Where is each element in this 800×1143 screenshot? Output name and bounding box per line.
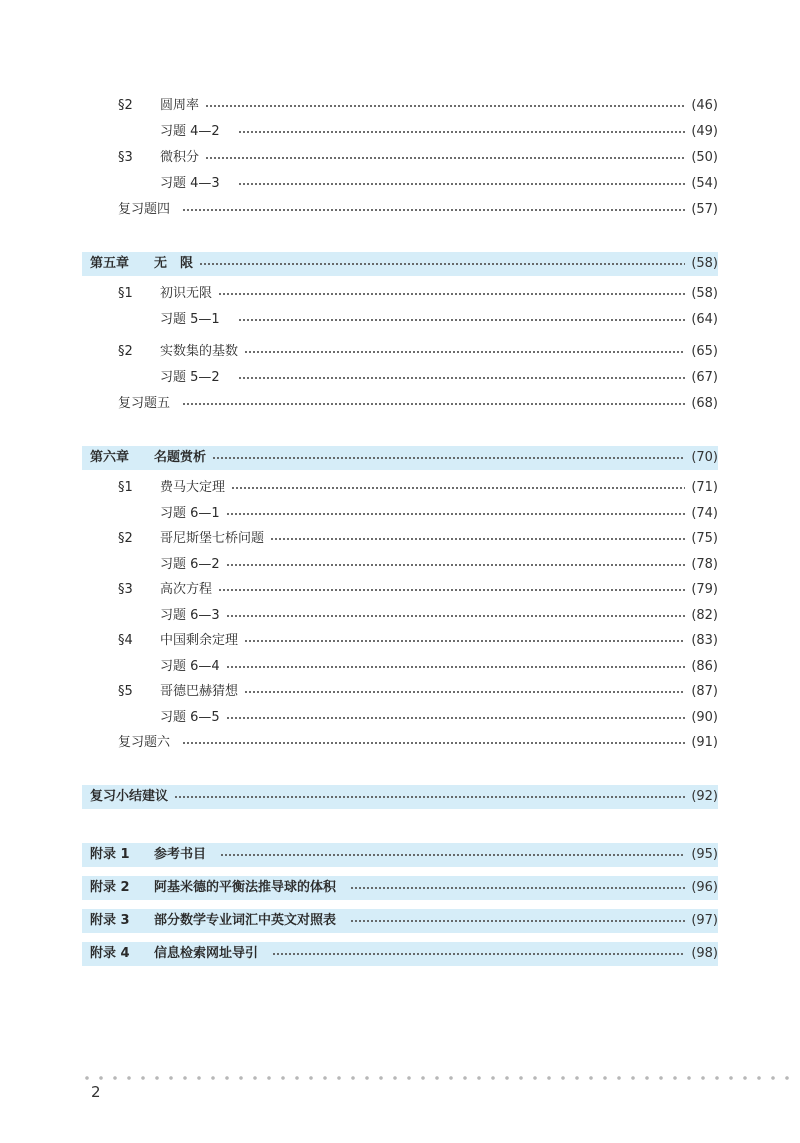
section-number: §2: [118, 344, 133, 359]
dot-leader: [238, 319, 686, 321]
dot-leader: [350, 887, 685, 889]
chapter-title: 名题赏析: [154, 450, 207, 465]
toc-section-row: [82, 527, 718, 551]
dot-leader: [272, 953, 685, 955]
page-ref: (87): [691, 684, 718, 699]
toc-exercise-row: [82, 706, 718, 730]
appendix-title: 阿基米德的平衡法推导球的体积: [154, 880, 337, 895]
dot-leader: [238, 183, 686, 185]
appendix-number: 附录 2: [90, 880, 130, 895]
toc-exercise-row: [82, 308, 718, 332]
page-ref: (58): [691, 256, 718, 271]
dot-leader: [205, 105, 685, 107]
page-ref: (46): [691, 98, 718, 113]
exercise-title: 习题 4—3: [160, 176, 220, 191]
dot-leader: [212, 457, 685, 459]
toc-section-row: [82, 680, 718, 704]
toc-summary-row: [82, 785, 718, 809]
section-number: §2: [118, 531, 133, 546]
section-number: §2: [118, 98, 133, 113]
dot-leader: [244, 691, 685, 693]
page-ref: (79): [691, 582, 718, 597]
dot-leader: [226, 513, 686, 515]
review-title: 复习题四: [118, 202, 171, 217]
page-ref: (50): [691, 150, 718, 165]
section-title: 中国剩余定理: [160, 633, 239, 648]
exercise-title: 习题 4—2: [160, 124, 220, 139]
toc-section-row: [82, 340, 718, 364]
toc-exercise-row: [82, 172, 718, 196]
dot-leader: [226, 666, 686, 668]
exercise-title: 习题 6—2: [160, 557, 220, 572]
appendix-title: 参考书目: [154, 847, 207, 862]
toc-appendix-row: [82, 909, 718, 933]
page-ref: (74): [691, 506, 718, 521]
toc-section-row: [82, 282, 718, 306]
dot-leader: [244, 351, 685, 353]
exercise-title: 习题 6—5: [160, 710, 220, 725]
dot-leader: [244, 640, 685, 642]
toc-section-row: [82, 476, 718, 500]
dot-leader: [226, 615, 686, 617]
dot-leader: [226, 564, 686, 566]
page-ref: (92): [691, 789, 718, 804]
page-ref: (68): [691, 396, 718, 411]
toc-review-row: [82, 392, 718, 416]
page-ref: (97): [691, 913, 718, 928]
page-ref: (96): [691, 880, 718, 895]
section-title: 圆周率: [160, 98, 200, 113]
toc-review-row: [82, 198, 718, 222]
toc-exercise-row: [82, 120, 718, 144]
section-number: §3: [118, 582, 133, 597]
dot-leader: [218, 589, 685, 591]
toc-section-row: [82, 94, 718, 118]
toc-chapter-row: [82, 446, 718, 470]
toc-exercise-row: [82, 604, 718, 628]
section-title: 费马大定理: [160, 480, 226, 495]
page-ref: (75): [691, 531, 718, 546]
dot-leader: [231, 487, 685, 489]
page-ref: (91): [691, 735, 718, 750]
dot-leader: [238, 377, 686, 379]
page-ref: (83): [691, 633, 718, 648]
dot-leader: [220, 854, 685, 856]
toc-exercise-row: [82, 502, 718, 526]
section-title: 初识无限: [160, 286, 213, 301]
toc-section-row: [82, 146, 718, 170]
toc-appendix-row: [82, 843, 718, 867]
page-ref: (65): [691, 344, 718, 359]
appendix-title: 信息检索网址导引: [154, 946, 259, 961]
toc-appendix-row: [82, 942, 718, 966]
review-title: 复习题五: [118, 396, 171, 411]
toc-exercise-row: [82, 655, 718, 679]
page-ref: (98): [691, 946, 718, 961]
dot-leader: [238, 131, 686, 133]
exercise-title: 习题 6—1: [160, 506, 220, 521]
footer-dot-rule: [80, 1076, 796, 1080]
dot-leader: [199, 263, 685, 265]
exercise-title: 习题 6—4: [160, 659, 220, 674]
section-title: 高次方程: [160, 582, 213, 597]
summary-title: 复习小结建议: [90, 789, 169, 804]
section-number: §5: [118, 684, 133, 699]
section-title: 实数集的基数: [160, 344, 239, 359]
dot-leader: [270, 538, 685, 540]
page-ref: (54): [691, 176, 718, 191]
exercise-title: 习题 5—1: [160, 312, 220, 327]
toc-exercise-row: [82, 553, 718, 577]
page-ref: (82): [691, 608, 718, 623]
page-ref: (95): [691, 847, 718, 862]
chapter-number: 第五章: [90, 256, 130, 271]
section-title: 微积分: [160, 150, 200, 165]
exercise-title: 习题 6—3: [160, 608, 220, 623]
section-title: 哥德巴赫猜想: [160, 684, 239, 699]
page-ref: (71): [691, 480, 718, 495]
dot-leader: [226, 717, 686, 719]
section-number: §3: [118, 150, 133, 165]
toc-appendix-row: [82, 876, 718, 900]
page-ref: (49): [691, 124, 718, 139]
page-ref: (67): [691, 370, 718, 385]
chapter-title: 无 限: [154, 256, 194, 271]
chapter-number: 第六章: [90, 450, 130, 465]
section-title: 哥尼斯堡七桥问题: [160, 531, 265, 546]
page-ref: (70): [691, 450, 718, 465]
page-ref: (90): [691, 710, 718, 725]
dot-leader: [182, 209, 685, 211]
section-number: §1: [118, 286, 133, 301]
review-title: 复习题六: [118, 735, 171, 750]
toc-review-row: [82, 731, 718, 755]
page-ref: (58): [691, 286, 718, 301]
toc-section-row: [82, 629, 718, 653]
section-number: §1: [118, 480, 133, 495]
exercise-title: 习题 5—2: [160, 370, 220, 385]
page-ref: (57): [691, 202, 718, 217]
dot-leader: [174, 796, 685, 798]
dot-leader: [182, 403, 685, 405]
appendix-number: 附录 1: [90, 847, 130, 862]
dot-leader: [218, 293, 685, 295]
dot-leader: [182, 742, 685, 744]
section-number: §4: [118, 633, 133, 648]
appendix-number: 附录 3: [90, 913, 130, 928]
dot-leader: [205, 157, 685, 159]
appendix-title: 部分数学专业词汇中英文对照表: [154, 913, 337, 928]
page-ref: (78): [691, 557, 718, 572]
page-number: 2: [91, 1083, 101, 1101]
toc-exercise-row: [82, 366, 718, 390]
page-ref: (64): [691, 312, 718, 327]
page-ref: (86): [691, 659, 718, 674]
appendix-number: 附录 4: [90, 946, 130, 961]
dot-leader: [350, 920, 685, 922]
toc-section-row: [82, 578, 718, 602]
toc-chapter-row: [82, 252, 718, 276]
